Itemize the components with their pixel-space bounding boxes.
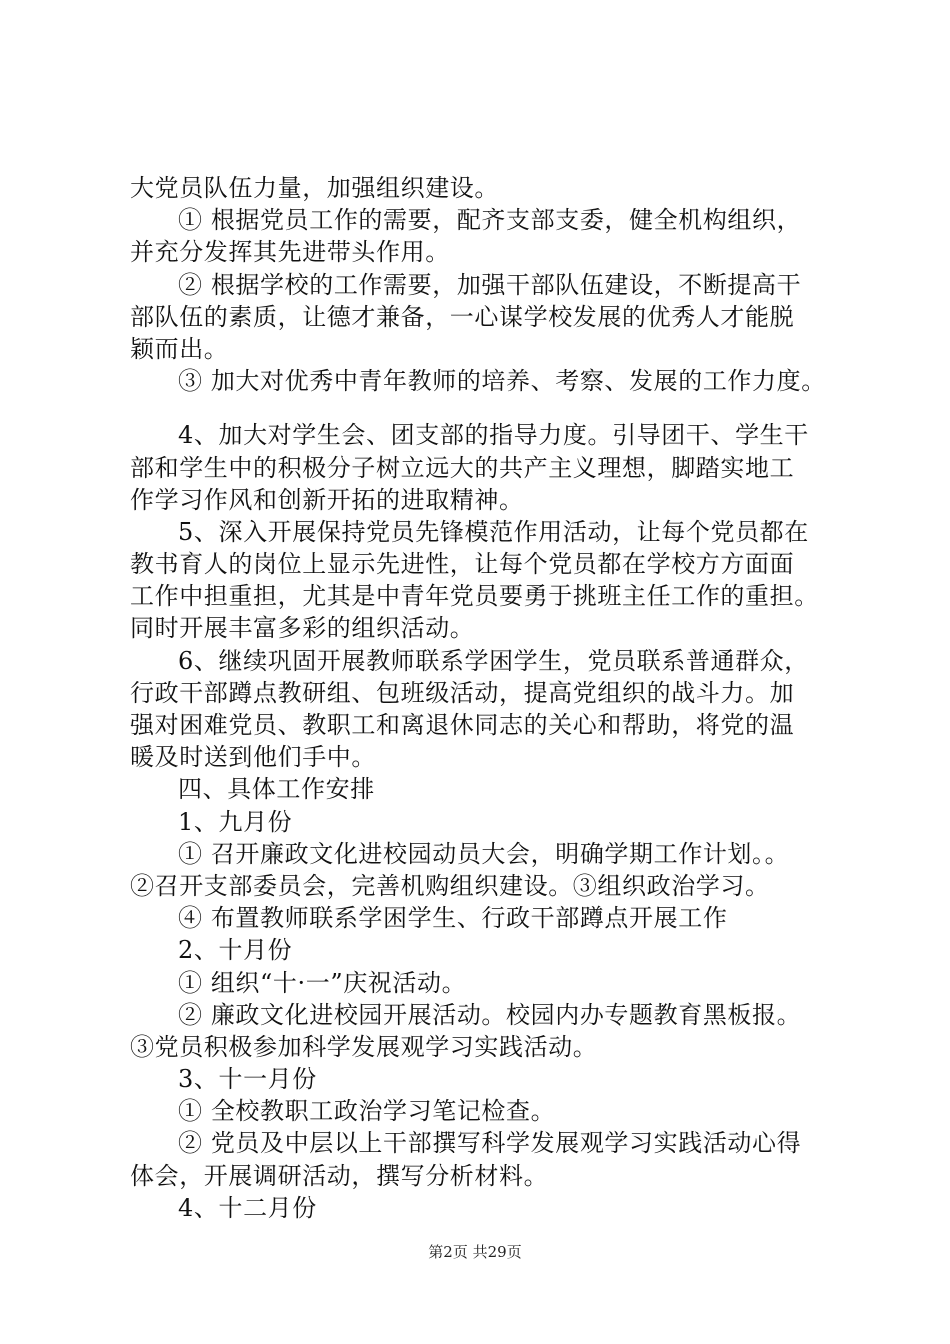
- text-line: ③ 加大对优秀中青年教师的培养、考察、发展的工作力度。: [178, 367, 826, 396]
- text-line: ① 根据党员工作的需要，配齐支部支委，健全机构组织，: [178, 206, 802, 235]
- text-line: 作学习作风和创新开拓的进取精神。: [130, 485, 524, 514]
- text-line: 同时开展丰富多彩的组织活动。: [130, 614, 475, 643]
- text-line: 6、继续巩固开展教师联系学困学生，党员联系普通群众，: [178, 646, 809, 675]
- text-line: 颖而出。: [130, 334, 229, 363]
- text-line: 5、深入开展保持党员先锋模范作用活动，让每个党员都在: [178, 517, 809, 546]
- paragraph-gap: [130, 397, 834, 419]
- text-line: 暖及时送到他们手中。: [130, 743, 376, 772]
- month-heading: 3、十一月份: [178, 1065, 317, 1094]
- text-line: 4、加大对学生会、团支部的指导力度。引导团干、学生干: [178, 421, 809, 450]
- text-line: ④ 布置教师联系学困学生、行政干部蹲点开展工作: [178, 904, 728, 933]
- text-line: 部和学生中的积极分子树立远大的共产主义理想，脚踏实地工: [130, 453, 795, 482]
- text-line: 体会，开展调研活动，撰写分析材料。: [130, 1161, 549, 1190]
- text-line: ③党员积极参加科学发展观学习实践活动。: [130, 1032, 598, 1061]
- text-line: 强对困难党员、教职工和离退休同志的关心和帮助，将党的温: [130, 711, 795, 739]
- text-line: 行政干部蹲点教研组、包班级活动，提高党组织的战斗力。加: [130, 678, 795, 707]
- text-line: 并充分发挥其先进带头作用。: [130, 238, 450, 267]
- text-line: 大党员队伍力量，加强组织建设。: [130, 174, 499, 202]
- section-heading: 四、具体工作安排: [178, 775, 375, 804]
- text-line: ②召开支部委员会，完善机购组织建设。③组织政治学习。: [130, 871, 770, 900]
- text-line: ② 党员及中层以上干部撰写科学发展观学习实践活动心得: [178, 1129, 802, 1158]
- page-footer: 第2页 共29页: [428, 1243, 522, 1261]
- body-text: [130, 172, 834, 1224]
- text-line: ② 根据学校的工作需要，加强干部队伍建设，不断提高干: [178, 270, 802, 299]
- month-heading: 4、十二月份: [178, 1193, 317, 1222]
- text-line: 工作中担重担，尤其是中青年党员要勇于挑班主任工作的重担。: [130, 582, 819, 611]
- month-heading: 2、十月份: [178, 936, 293, 965]
- text-line: 教书育人的岗位上显示先进性，让每个党员都在学校方方面面: [130, 550, 795, 579]
- text-line: ① 组织“十·一”庆祝活动。: [178, 968, 467, 997]
- month-heading: 1、九月份: [178, 807, 293, 836]
- text-line: 部队伍的素质，让德才兼备，一心谋学校发展的优秀人才能脱: [130, 302, 795, 331]
- text-line: ① 召开廉政文化进校园动员大会，明确学期工作计划。。: [178, 839, 790, 868]
- text-line: ① 全校教职工政治学习笔记检查。: [178, 1097, 556, 1126]
- text-line: ② 廉政文化进校园开展活动。校园内办专题教育黑板报。: [178, 1000, 802, 1029]
